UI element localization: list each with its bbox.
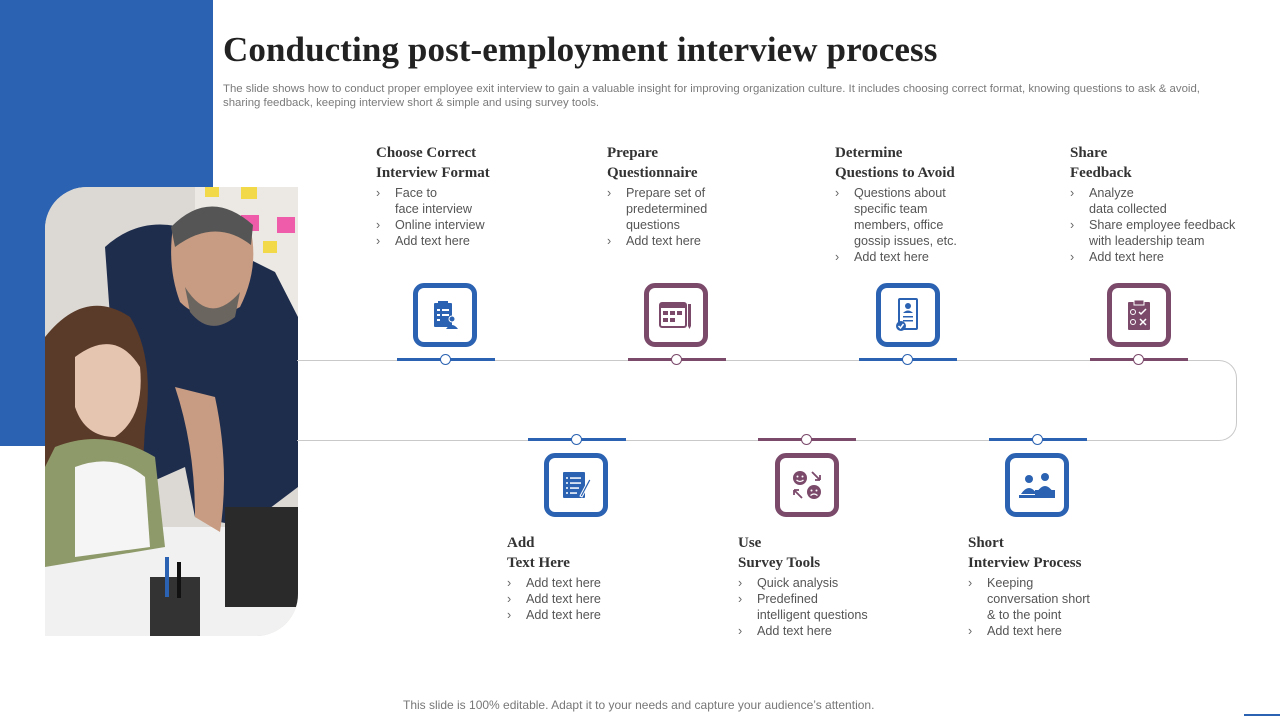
step-choose-format <box>376 143 596 249</box>
step-list <box>607 185 827 249</box>
step-add-text <box>507 533 717 623</box>
step-questions-to-avoid <box>835 143 1060 265</box>
list-item: › Add text here <box>1070 249 1275 265</box>
corner-accent-line <box>1244 714 1280 716</box>
list-item: › Predefined intelligent questions <box>738 591 953 623</box>
step-prepare-questionnaire <box>607 143 827 249</box>
list-item: › Prepare set of predetermined questions <box>607 185 827 233</box>
step-share-feedback <box>1070 143 1275 265</box>
office-photo <box>45 187 298 636</box>
timeline-node <box>397 358 495 362</box>
step-list <box>507 575 717 623</box>
list-item: › Face to face interview <box>376 185 596 217</box>
calendar-checklist-icon <box>644 283 708 347</box>
timeline-node <box>1090 358 1188 362</box>
list-item: › Add text here <box>835 249 1060 265</box>
step-heading: Use Survey Tools <box>738 535 821 571</box>
list-item: › Add text here <box>507 575 717 591</box>
step-heading: Short Interview Process <box>968 535 1082 571</box>
timeline-node <box>758 438 856 442</box>
timeline-node <box>628 358 726 362</box>
survey-faces-icon <box>775 453 839 517</box>
footer-note: This slide is 100% editable. Adapt it to your needs and capture your audience’s attention. <box>403 698 875 712</box>
step-heading: Prepare Questionnaire <box>607 145 698 181</box>
timeline-node <box>528 438 626 442</box>
list-item: › Quick analysis <box>738 575 953 591</box>
process-track <box>297 360 1237 441</box>
interview-clipboard-icon <box>413 283 477 347</box>
feedback-checklist-icon <box>1107 283 1171 347</box>
list-item: › Add text here <box>968 623 1183 639</box>
timeline-node <box>989 438 1087 442</box>
step-list <box>835 185 1060 265</box>
page-title: Conducting post-employment interview process <box>223 30 938 69</box>
list-item: › Analyze data collected <box>1070 185 1275 217</box>
list-item: › Questions about specific team members, office gossip issues, etc. <box>835 185 1060 249</box>
interview-people-icon <box>1005 453 1069 517</box>
employee-document-icon <box>876 283 940 347</box>
step-heading: Determine Questions to Avoid <box>835 145 955 181</box>
step-short-interview <box>968 533 1183 639</box>
step-list <box>1070 185 1275 265</box>
step-list <box>376 185 596 249</box>
step-heading: Choose Correct Interview Format <box>376 145 490 181</box>
list-item: › Share employee feedback with leadership team <box>1070 217 1275 249</box>
list-item: › Add text here <box>738 623 953 639</box>
list-item: › Add text here <box>507 607 717 623</box>
list-item: › Add text here <box>607 233 827 249</box>
notes-pen-icon <box>544 453 608 517</box>
list-item: › Keeping conversation short & to the point <box>968 575 1183 623</box>
list-item: › Add text here <box>376 233 596 249</box>
step-heading: Add Text Here <box>507 535 570 571</box>
page-subtitle: The slide shows how to conduct proper employee exit interview to gain a valuable insight for improving organization culture. It includes choosing correct format, knowing questions to ask & avoid, sharing feedback, keeping interview short & simple and using survey tools. <box>223 83 1200 109</box>
step-list <box>738 575 953 639</box>
step-list <box>968 575 1183 639</box>
list-item: › Add text here <box>507 591 717 607</box>
timeline-node <box>859 358 957 362</box>
list-item: › Online interview <box>376 217 596 233</box>
step-heading: Share Feedback <box>1070 145 1132 181</box>
step-survey-tools <box>738 533 953 639</box>
